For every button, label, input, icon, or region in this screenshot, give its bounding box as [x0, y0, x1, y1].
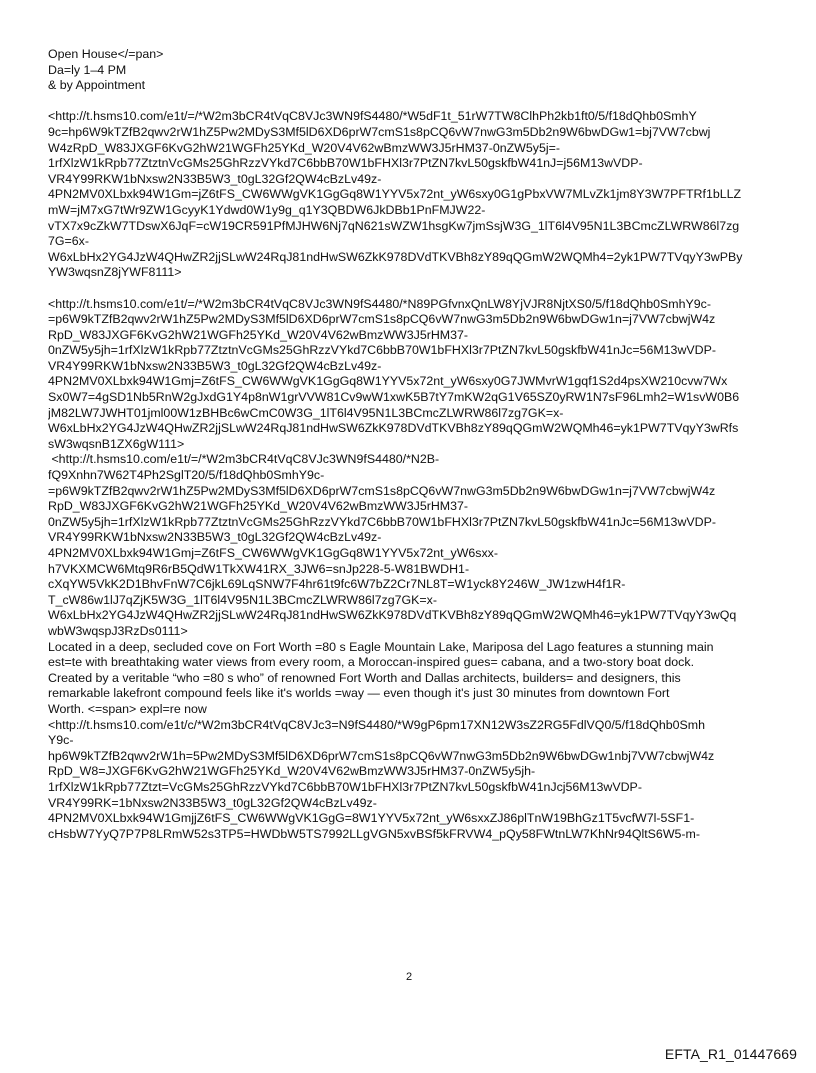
text-line: 4PN2MV0XLbxk94W1GmjjZ6tFS_CW6WWgVK1GgG=8W1YYV5x72nt_yW6sxxZJ86plTnW19BhGz1T5vcfW7l-5SF1- [48, 811, 695, 826]
text-line: remarkable lakefront compound feels like it's worlds =way — even though it's just 30 minutes from downtown Fort [48, 686, 670, 701]
text-line: Located in a deep, secluded cove on Fort Worth =80 s Eagle Mountain Lake, Mariposa del Lago features a stunning main [48, 639, 714, 654]
text-line: =p6W9kTZfB2qwv2rW1hZ5Pw2MDyS3Mf5lD6XD6prW7cmS1s8pCQ6vW7nwG3m5Db2n9W6bwDGw1n=j7VW7cbwjW4z [48, 483, 716, 498]
text-line: hp6W9kTZfB2qwv2rW1h=5Pw2MDyS3Mf5lD6XD6prW7cmS1s8pCQ6vW7nwG3m5Db2n9W6bwDGw1nbj7VW7cbwjW4z [48, 748, 715, 763]
text-line: RpD_W83JXGF6KvG2hW21WGFh25YKd_W20V4V62wBmzWW3J5rHM37- [48, 327, 469, 342]
text-line: VR4Y99RKW1bNxsw2N33B5W3_t0gL32Gf2QW4cBzLv49z- [48, 530, 382, 545]
text-line: 9c=hp6W9kTZfB2qwv2rW1hZ5Pw2MDyS3Mf5lD6XD6prW7cmS1s8pCQ6vW7nwG3m5Db2n9W6bwDGw1=bj7VW7cbwj [48, 124, 711, 139]
link-block-2 [48, 297, 776, 843]
text-line: VR4Y99RKW1bNxsw2N33B5W3_t0gL32Gf2QW4cBzLv49z- [48, 171, 382, 186]
header-line: Open House</=pan> [48, 47, 164, 61]
text-line: jM82LW7JWHT01jml00W1zBHBc6wCmC0W3G_1lT6l4V95N1L3BCmcZLWRW86l7zg7GK=x- [48, 405, 564, 420]
text-line: T_cW86w1lJ7qZjK5W3G_1lT6l4V95N1L3BCmcZLWRW86l7zg7GK=x- [48, 592, 437, 607]
text-line: est=te with breathtaking water views from every room, a Moroccan-inspired gues= cabana, and a two-story boat dock. [48, 655, 695, 670]
open-house-header [48, 47, 776, 94]
text-line: W6xLbHx2YG4JzW4QHwZR2jjSLwW24RqJ81ndHwSW6ZkK978DVdTKVBh8zY89qQGmW2WQMh4=2yk1PW7TVqyY3wPBy [48, 249, 743, 264]
link-block-1 [48, 109, 776, 281]
text-line: RpD_W83JXGF6KvG2hW21WGFh25YKd_W20V4V62wBmzWW3J5rHM37- [48, 499, 469, 514]
text-line: 7G=6x- [48, 234, 89, 249]
text-line: 0nZW5y5jh=1rfXlzW1kRpb77ZtztnVcGMs25GhRzzVYkd7C6bbB70W1bFHXl3r7PtZN7kvL50gskfbW41nJc=56M13wVDP- [48, 514, 716, 529]
text-line: VR4Y99RKW1bNxsw2N33B5W3_t0gL32Gf2QW4cBzLv49z- [48, 358, 382, 373]
text-line: =p6W9kTZfB2qwv2rW1hZ5Pw2MDyS3Mf5lD6XD6prW7cmS1s8pCQ6vW7nwG3m5Db2n9W6bwDGw1n=j7VW7cbwjW4z [48, 312, 716, 327]
text-line: mW=jM7xG7tWr9ZW1GcyyK1Ydwd0W1y9g_q1Y3QBDW6JkDBb1PnFMJW22- [48, 202, 486, 217]
text-line: Created by a veritable “who =80 s who” of renowned Fort Worth and Dallas architects, builders= and designers, this [48, 670, 681, 685]
text-line: Sx0W7=4gSD1Nb5RnW2gJxdG1Y4p8nW1grVVW81Cv9wW1xwK5B7tY7mKW2qG1V65SZ0yRW1N7sF96Lmh2=W1svW0B6 [48, 390, 740, 405]
text-line: vTX7x9cZkW7TDswX6JqF=cW19CR591PfMJHW6Nj7qN621sWZW1hsgKw7jmSsjW3G_1lT6l4V95N1L3BCmcZLWRW86l7zg [48, 218, 740, 233]
email-body [48, 47, 776, 842]
text-line: RpD_W8=JXGF6KvG2hW21WGFh25YKd_W20V4V62wBmzWW3J5rHM37-0nZW5y5jh- [48, 764, 536, 779]
text-line: YW3wqsnZ8jYWF8111> [48, 265, 182, 280]
text-line: W4zRpD_W83JXGF6KvG2hW21WGFh25YKd_W20V4V62wBmzWW3J5rHM37-0nZW5y5j=- [48, 140, 560, 155]
text-line: h7VKXMCW6Mtq9R6rB5QdW1TkXW41RX_3JW6=snJp228-5-W81BWDH1- [48, 561, 470, 576]
text-line: <http://t.hsms10.com/e1t/=/*W2m3bCR4tVqC8VJc3WN9fS4480/*W5dF1t_51rW7TW8ClhPh2kb1ft0/5/f18dQhb0SmhY [48, 109, 697, 124]
header-line: Da=ly 1–4 PM [48, 62, 127, 77]
text-line: W6xLbHx2YG4JzW4QHwZR2jjSLwW24RqJ81ndHwSW6ZkK978DVdTKVBh8zY89qQGmW2WQMh46=yk1PW7TVqyY3wRfs [48, 421, 739, 436]
footer-document-id: EFTA_R1_01447669 [664, 1046, 797, 1062]
text-line: fQ9Xnhn7W62T4Ph2SglT20/5/f18dQhb0SmhY9c- [48, 468, 325, 483]
text-line: 4PN2MV0XLbxk94W1Gm=jZ6tFS_CW6WWgVK1GgGq8W1YYV5x72nt_yW6sxy0G1gPbxVW7MLvZk1jm8Y3W7PFTRf1bLLZ [48, 187, 742, 202]
text-line: cHsbW7YyQ7P7P8LRmW52s3TP5=HWDbW5TS7992LLgVGN5xvBSf5kFRVW4_pQy58FWtnLW7KhNr94QltS6W5-m- [48, 826, 700, 841]
text-line: W6xLbHx2YG4JzW4QHwZR2jjSLwW24RqJ81ndHwSW6ZkK978DVdTKVBh8zY89qQGmW2WQMh46=yk1PW7TVqyY3wQq [48, 608, 737, 623]
text-line: 4PN2MV0XLbxk94W1Gmj=Z6tFS_CW6WWgVK1GgGq8W1YYV5x72nt_yW6sxx- [48, 546, 499, 560]
text-line: 1rfXlzW1kRpb77Ztzt=VcGMs25GhRzzVYkd7C6bbB70W1bFHXl3r7PtZN7kvL50gskfbW41nJcj56M13wVDP- [48, 779, 642, 794]
text-line: 1rfXlzW1kRpb77ZtztnVcGMs25GhRzzVYkd7C6bbB70W1bFHXl3r7PtZN7kvL50gskfbW41nJ=j56M13wVDP- [48, 156, 643, 171]
page-number: 2 [405, 971, 413, 983]
text-line: sW3wqsnB1ZX6gW111> [48, 436, 185, 451]
text-line: 0nZW5y5jh=1rfXlzW1kRpb77ZtztnVcGMs25GhRzzVYkd7C6bbB70W1bFHXl3r7PtZN7kvL50gskfbW41nJc=56M13wVDP- [48, 343, 716, 358]
text-line: cXqYW5VkK2D1BhvFnW7C6jkL69LqSNW7F4hr61t9fc6W7bZ2Cr7NL8T=W1yck8Y246W_JW1zwH4f1R- [48, 577, 626, 592]
text-line: 4PN2MV0XLbxk94W1Gmj=Z6tFS_CW6WWgVK1GgGq8W1YYV5x72nt_yW6sxy0G7JWMvrW1gqf1S2d4psXW210cvw7Wx [48, 374, 728, 389]
text-line: <http://t.hsms10.com/e1t/=/*W2m3bCR4tVqC8VJc3WN9fS4480/*N89PGfvnxQnLW8YjVJR8NjtXS0/5/f18dQhb0SmhY9c- [48, 296, 711, 311]
text-line: <http://t.hsms10.com/e1t/c/*W2m3bCR4tVqC8VJc3=N9fS4480/*W9gP6pm17XN12W3sZ2RG5FdlVQ0/5/f18dQhb0Smh [48, 717, 706, 732]
text-line: Worth. <=span> expl=re now [48, 701, 207, 716]
text-line: VR4Y99RK=1bNxsw2N33B5W3_t0gL32Gf2QW4cBzLv49z- [48, 795, 377, 810]
text-line: wbW3wqspJ3RzDs0111> [48, 623, 188, 638]
text-line: <http://t.hsms10.com/e1t/=/*W2m3bCR4tVqC8VJc3WN9fS4480/*N2B- [48, 452, 440, 467]
header-line: & by Appointment [48, 78, 146, 93]
text-line: Y9c- [48, 733, 74, 748]
